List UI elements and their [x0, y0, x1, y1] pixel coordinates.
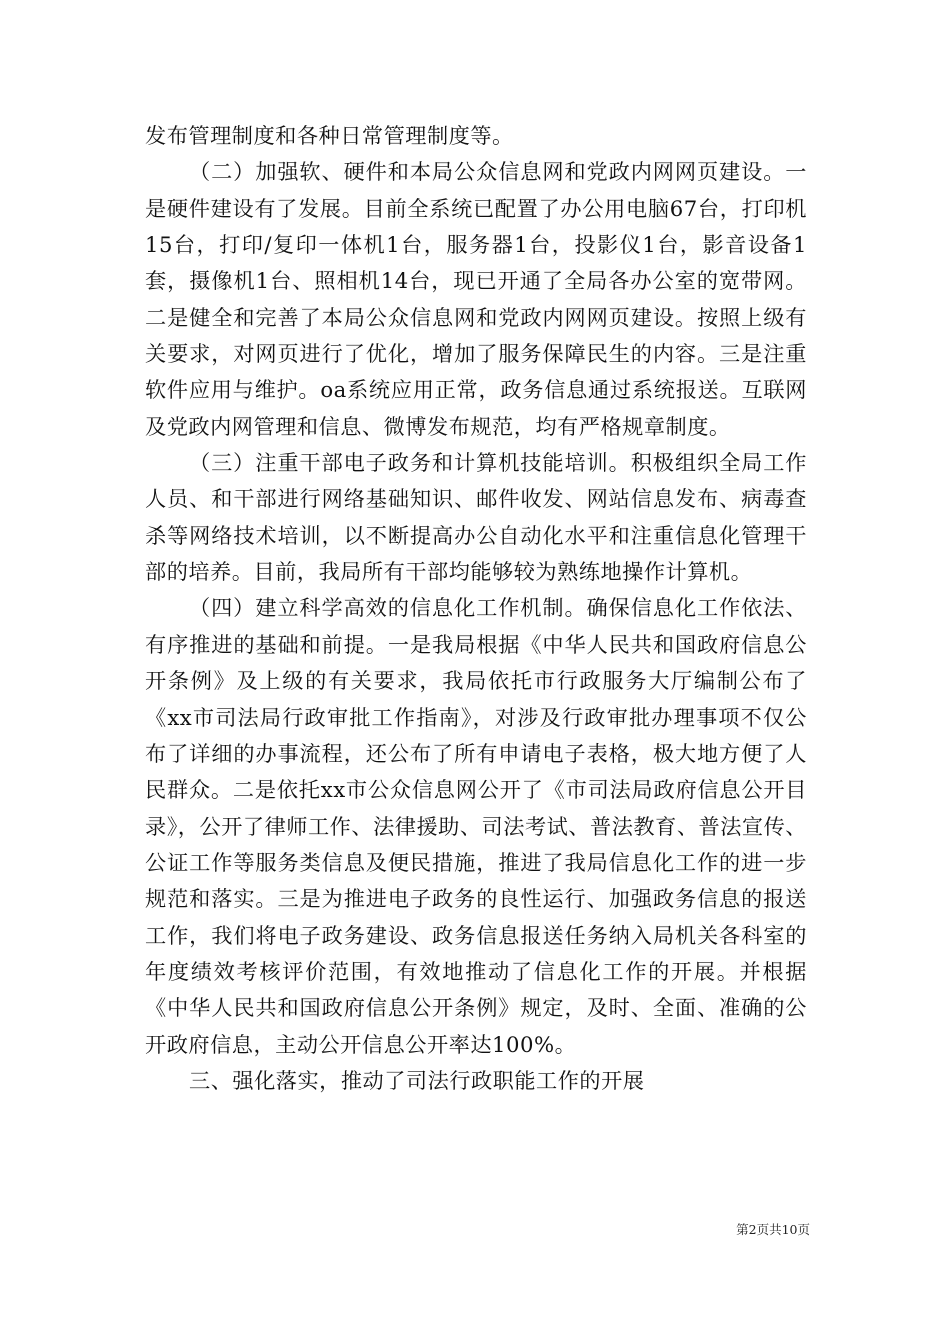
paragraph: 发布管理制度和各种日常管理制度等。 [145, 123, 514, 148]
document-body [145, 118, 807, 1099]
section-heading: 三、强化落实，推动了司法行政职能工作的开展 [189, 1067, 645, 1093]
paragraph: （二）加强软、硬件和本局公众信息网和党政内网网页建设。一是硬件建设有了发展。目前全系统已配置了办公用电脑67台，打印机15台，打印/复印一体机1台，服务器1台，投影仪1台，影音设备1套，摄像机1台、照相机14台，现已开通了全局各办公室的宽带网。二是健全和完善了本局公众信息网和党政内网网页建设。按照上级有关要求，对网页进行了优化，增加了服务保障民生的内容。三是注重软件应用与维护。oa系统应用正常，政务信息通过系统报送。互联网及党政内网管理和信息、微博发布规范，均有严格规章制度。 [145, 159, 807, 439]
paragraph: （四）建立科学高效的信息化工作机制。确保信息化工作依法、有序推进的基础和前提。一是我局根据《中华人民共和国政府信息公开条例》及上级的有关要求，我局依托市行政服务大厅编制公布了《xx市司法局行政审批工作指南》，对涉及行政审批办理事项不仅公布了详细的办事流程，还公布了所有申请电子表格，极大地方便了人民群众。二是依托xx市公众信息网公开了《市司法局政府信息公开目录》，公开了律师工作、法律援助、司法考试、普法教育、普法宣传、公证工作等服务类信息及便民措施，推进了我局信息化工作的进一步规范和落实。三是为推进电子政务的良性运行、加强政务信息的报送工作，我们将电子政务建设、政务信息报送任务纳入局机关各科室的年度绩效考核评价范围，有效地推动了信息化工作的开展。并根据《中华人民共和国政府信息公开条例》规定，及时、全面、准确的公开政府信息，主动公开信息公开率达100%。 [145, 595, 807, 1057]
page-number-footer: 第2页共10页 [736, 1222, 810, 1237]
paragraph: （三）注重干部电子政务和计算机技能培训。积极组织全局工作人员、和干部进行网络基础知识、邮件收发、网站信息发布、病毒查杀等网络技术培训，以不断提高办公自动化水平和注重信息化管理干部的培养。目前，我局所有干部均能够较为熟练地操作计算机。 [145, 450, 807, 585]
